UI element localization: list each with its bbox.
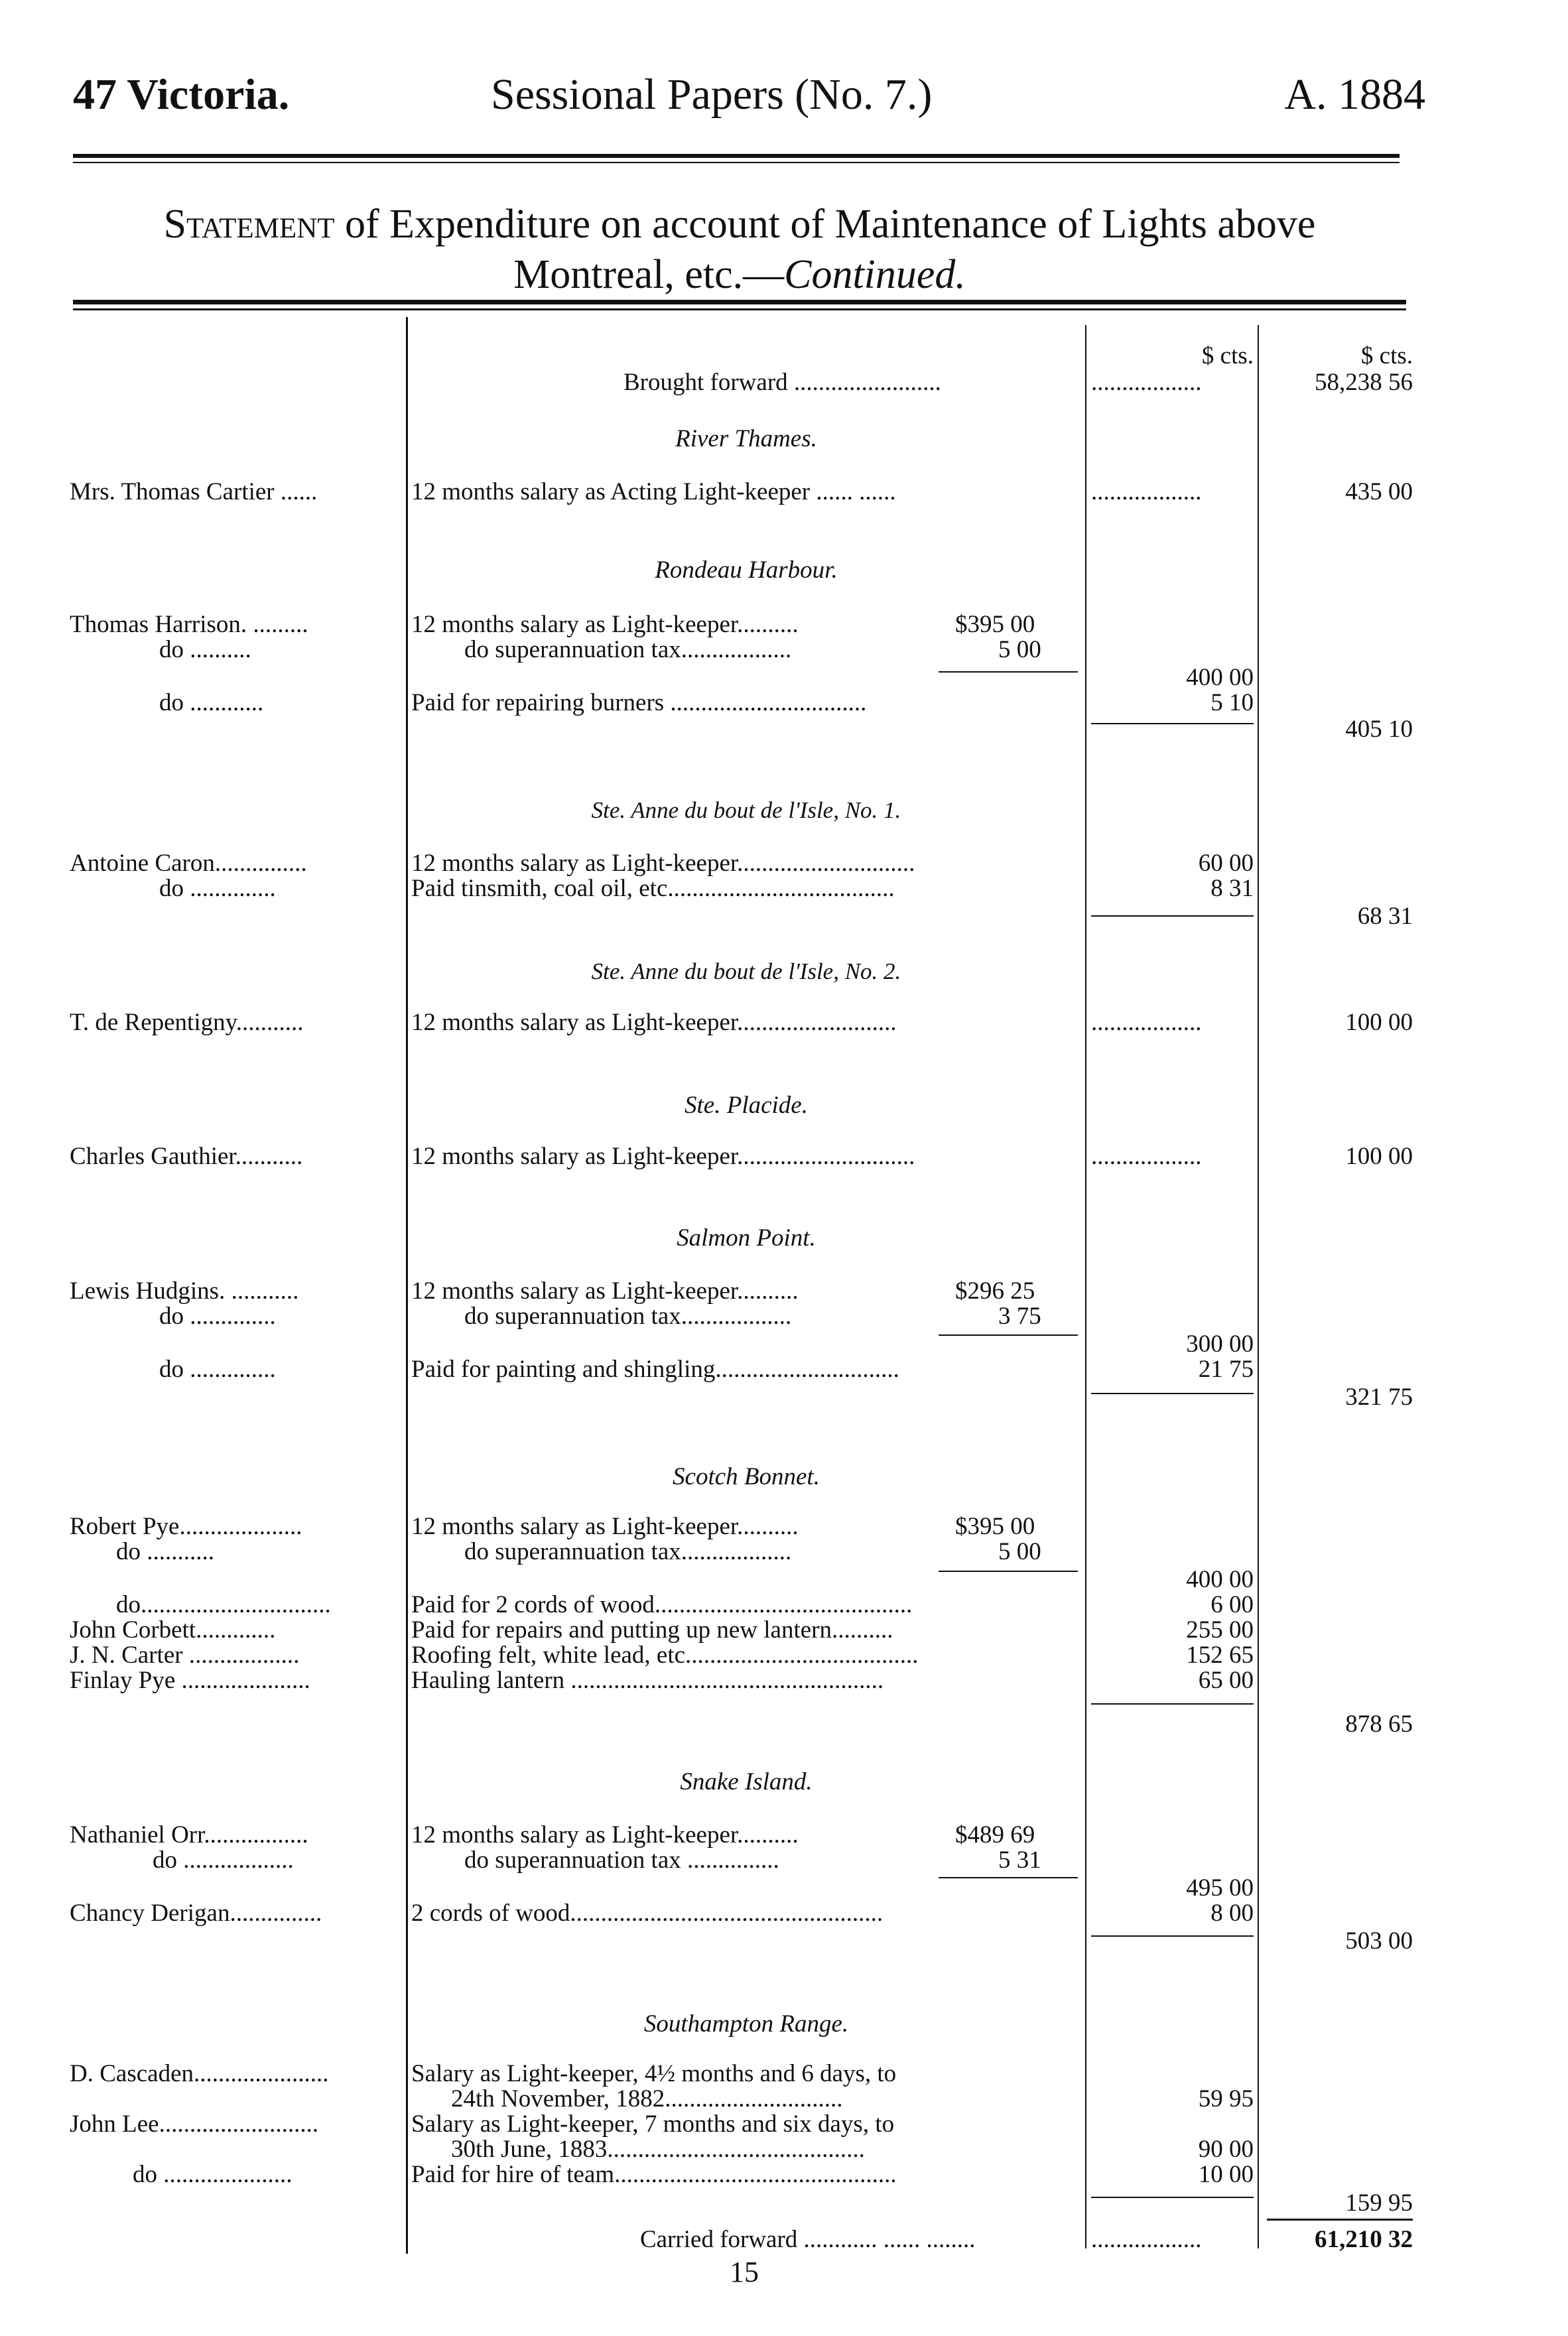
brought-forward-dots: .................. (1091, 369, 1202, 396)
description: 12 months salary as Light-keeper.......................... (411, 1009, 897, 1036)
payee: J. N. Carter .................. (70, 1642, 300, 1669)
section-heading: Salmon Point. (677, 1224, 816, 1252)
amount: 300 00 (1186, 1330, 1254, 1358)
carried-forward-label: Carried forward ............ ...... ........ (640, 2226, 976, 2253)
title-line-1: of Expenditure on account of Maintenance of Lights above (334, 202, 1316, 247)
total-amount: 878 65 (1345, 1711, 1413, 1738)
section-heading: Ste. Anne du bout de l'Isle, No. 2. (591, 958, 901, 984)
header-title: Sessional Papers (No. 7.) (491, 70, 933, 119)
payee: do .................. (153, 1847, 294, 1874)
description-continued: 24th November, 1882............................. (451, 2085, 843, 2112)
description: Paid for 2 cords of wood.......................................... (411, 1591, 913, 1618)
amount: 10 00 (1198, 2161, 1254, 2188)
subtotal-rule (939, 671, 1078, 673)
dots: .................. (1091, 478, 1202, 505)
description: Salary as Light-keeper, 7 months and six days, to (411, 2110, 895, 2138)
description: Paid tinsmith, coal oil, etc..................................... (411, 875, 895, 902)
brought-forward-amount: 58,238 56 (1315, 369, 1413, 396)
section-heading: Rondeau Harbour. (655, 556, 838, 584)
inner-amount: 5 00 (998, 1538, 1041, 1565)
description: 12 months salary as Light-keeper.......... (411, 1277, 799, 1305)
description: Paid for painting and shingling.............................. (411, 1356, 899, 1383)
amount: 6 00 (1210, 1591, 1254, 1618)
brought-forward-label: Brought forward ........................ (623, 369, 941, 396)
description: Paid for repairs and putting up new lantern.......... (411, 1616, 893, 1644)
payee: do............................... (116, 1591, 331, 1618)
payee: Nathaniel Orr................. (70, 1821, 308, 1849)
payee: Antoine Caron............... (70, 850, 307, 877)
total-amount: 159 95 (1345, 2189, 1413, 2217)
payee: Robert Pye.................... (70, 1513, 302, 1540)
payee: D. Cascaden...................... (70, 2060, 329, 2087)
subtotal-rule (1091, 723, 1254, 724)
header-session: 47 Victoria. (73, 70, 290, 119)
section-heading: Ste. Placide. (685, 1092, 808, 1119)
description: Paid for repairing burners ................................ (411, 689, 867, 716)
column-divider-description (1085, 325, 1086, 2248)
section-heading: Snake Island. (680, 1768, 813, 1795)
header-rule (73, 154, 1400, 158)
section-heading: Ste. Anne du bout de l'Isle, No. 1. (591, 797, 901, 823)
amount: 495 00 (1186, 1874, 1254, 1902)
payee: do .............. (159, 1303, 276, 1330)
subtotal-rule (1091, 1935, 1254, 1937)
description: do superannuation tax.................. (464, 1538, 792, 1565)
total-rule (1267, 2219, 1413, 2221)
subtotal-rule (939, 1571, 1078, 1572)
payee: do .............. (159, 1356, 276, 1383)
section-heading: River Thames. (675, 425, 817, 452)
description: 2 cords of wood................................................... (411, 1900, 883, 1927)
dots: .................. (1091, 1143, 1202, 1170)
inner-amount: $395 00 (955, 611, 1035, 638)
payee: Thomas Harrison. ......... (70, 611, 308, 638)
amount: 8 00 (1210, 1900, 1254, 1927)
column-header-amount: $ cts. (1201, 342, 1254, 369)
description: do superannuation tax ............... (464, 1847, 779, 1874)
amount: 152 65 (1186, 1642, 1254, 1669)
description: 12 months salary as Light-keeper.......... (411, 1513, 799, 1540)
description: Roofing felt, white lead, etc...................................... (411, 1642, 919, 1669)
payee: do ..................... (133, 2161, 293, 2188)
payee: Finlay Pye ..................... (70, 1667, 310, 1694)
payee: Mrs. Thomas Cartier ...... (70, 478, 318, 505)
section-heading: Southampton Range. (643, 2010, 849, 2038)
amount: 5 10 (1210, 689, 1254, 716)
total-amount: 68 31 (1357, 903, 1413, 930)
inner-amount: $395 00 (955, 1513, 1035, 1540)
inner-amount: 5 31 (998, 1847, 1041, 1874)
table-rule-thin (73, 308, 1406, 310)
carried-forward-dots: .................. (1091, 2226, 1202, 2253)
title-word-statement: Statement (163, 202, 335, 247)
description: 12 months salary as Light-keeper............................. (411, 1143, 915, 1170)
amount: 59 95 (1198, 2085, 1254, 2112)
statement-title (73, 199, 1406, 300)
column-divider-payee (406, 317, 408, 2254)
subtotal-rule (1091, 915, 1254, 917)
carried-forward-amount: 61,210 32 (1315, 2226, 1413, 2253)
payee: Lewis Hudgins. ........... (70, 1277, 299, 1305)
table-rule-thick (73, 300, 1406, 304)
payee: Chancy Derigan............... (70, 1900, 322, 1927)
description: 12 months salary as Acting Light-keeper ...... ...... (411, 478, 896, 505)
description: Paid for hire of team.............................................. (411, 2161, 897, 2188)
payee: do ........... (116, 1538, 214, 1565)
amount: 255 00 (1186, 1616, 1254, 1644)
total-amount: 100 00 (1345, 1143, 1413, 1170)
section-heading: Scotch Bonnet. (673, 1463, 820, 1490)
subtotal-rule (939, 1877, 1078, 1878)
title-continued: Continued. (784, 252, 966, 297)
amount: 400 00 (1186, 664, 1254, 691)
page-number: 15 (730, 2256, 759, 2288)
description: 12 months salary as Light-keeper............................. (411, 850, 915, 877)
subtotal-rule (1091, 2197, 1254, 2198)
title-line-2: Montreal, etc.— (513, 252, 785, 297)
dots: .................. (1091, 1009, 1202, 1036)
header-rule-thin (73, 162, 1400, 163)
total-amount: 405 10 (1345, 716, 1413, 743)
subtotal-rule (1091, 1703, 1254, 1705)
description: 12 months salary as Light-keeper.......... (411, 1821, 799, 1849)
total-amount: 100 00 (1345, 1009, 1413, 1036)
payee: T. de Repentigny........... (70, 1009, 304, 1036)
amount: 65 00 (1198, 1667, 1254, 1694)
subtotal-rule (1091, 1393, 1254, 1394)
amount: 90 00 (1198, 2136, 1254, 2163)
payee: John Corbett............. (70, 1616, 276, 1644)
payee: do .............. (159, 875, 276, 902)
description-continued: 30th June, 1883.......................................... (451, 2136, 865, 2163)
amount: 8 31 (1210, 875, 1254, 902)
column-divider-amount (1258, 325, 1259, 2248)
payee: do .......... (159, 636, 251, 663)
column-header-total: $ cts. (1360, 342, 1413, 369)
total-amount: 321 75 (1345, 1384, 1413, 1411)
payee: John Lee.......................... (70, 2110, 319, 2138)
inner-amount: $489 69 (955, 1821, 1035, 1849)
total-amount: 503 00 (1345, 1927, 1413, 1955)
payee: do ............ (159, 689, 264, 716)
description: do superannuation tax.................. (464, 636, 792, 663)
inner-amount: 5 00 (998, 636, 1041, 663)
subtotal-rule (939, 1334, 1078, 1336)
payee: Charles Gauthier........... (70, 1143, 303, 1170)
description: do superannuation tax.................. (464, 1303, 792, 1330)
amount: 21 75 (1198, 1356, 1254, 1383)
description: Salary as Light-keeper, 4½ months and 6 days, to (411, 2060, 897, 2087)
total-amount: 435 00 (1345, 478, 1413, 505)
description: Hauling lantern ................................................... (411, 1667, 884, 1694)
header-year: A. 1884 (1284, 70, 1425, 119)
inner-amount: 3 75 (998, 1303, 1041, 1330)
inner-amount: $296 25 (955, 1277, 1035, 1305)
amount: 60 00 (1198, 850, 1254, 877)
description: 12 months salary as Light-keeper.......... (411, 611, 799, 638)
amount: 400 00 (1186, 1566, 1254, 1593)
